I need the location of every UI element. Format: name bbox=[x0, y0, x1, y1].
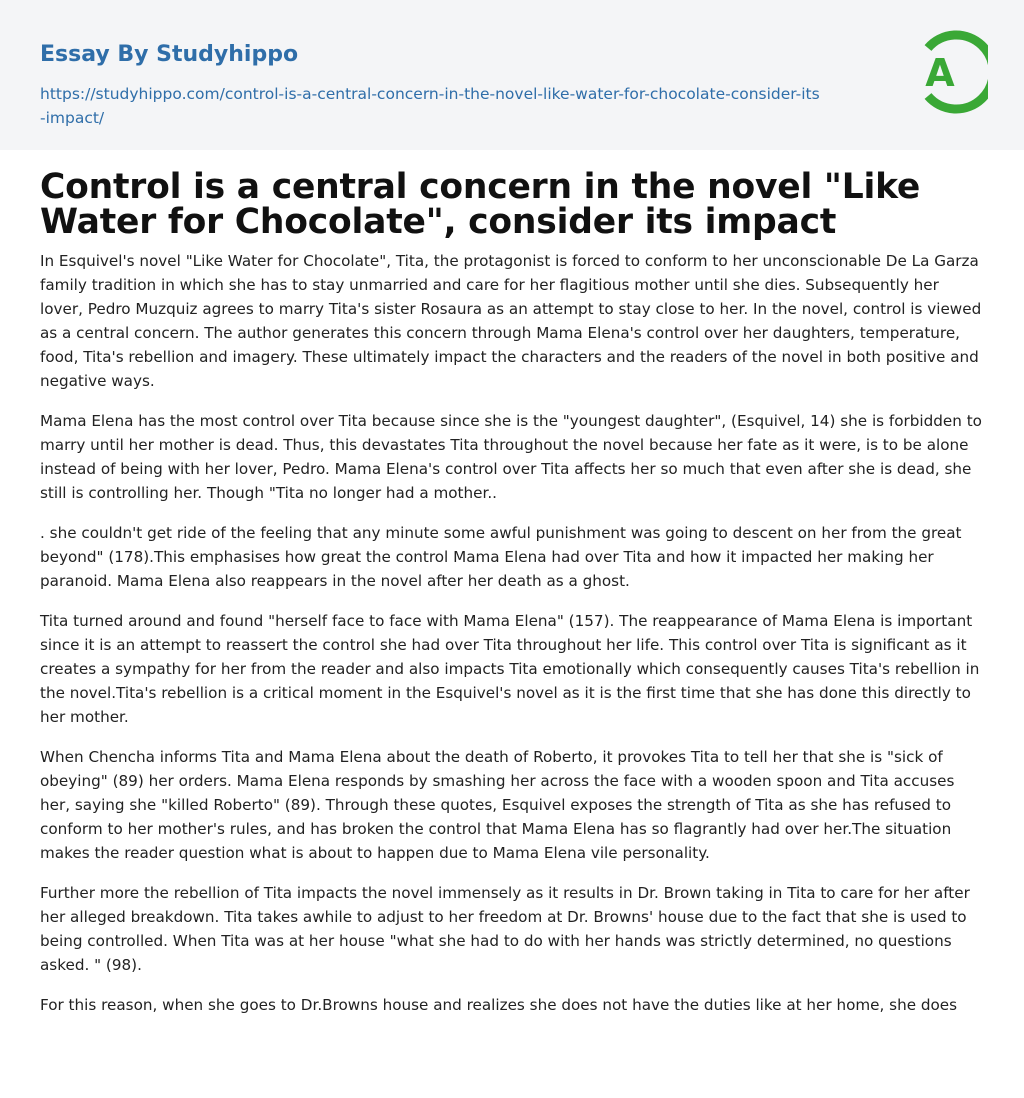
essay-url-link[interactable]: https://studyhippo.com/control-is-a-central-concern-in-the-novel-like-water-for-chocolate-consider-its-impact/ bbox=[40, 85, 820, 127]
essay-paragraph: When Chencha informs Tita and Mama Elena about the death of Roberto, it provokes Tita to tell her that she is "sick of obeying" (89) her orders. Mama Elena responds by smashing her across the face with a wooden spoon and Tita accuses her, saying she "killed Roberto" (89). Through these quotes, Esquivel exposes the strength of Tita as she has refused to conform to her mother's rules, and has broken the control that Mama Elena has so flagrantly had over her.The situation makes the reader question what is about to happen due to Mama Elena vile personality. bbox=[40, 748, 955, 862]
studyhippo-logo-icon[interactable] bbox=[906, 28, 988, 116]
essay-body bbox=[40, 249, 985, 1017]
essay-paragraph: Tita turned around and found "herself face to face with Mama Elena" (157). The reappearance of Mama Elena is important since it is an attempt to reassert the control she had over Tita throughout her life. This control over Tita is significant as it creates a sympathy for her from the reader and also impacts Tita emotionally which consequently causes Tita's rebellion in the novel.Tita's rebellion is a critical moment in the Esquivel's novel as it is the first time that she has done this directly to her mother. bbox=[40, 612, 980, 726]
essay-paragraph: For this reason, when she goes to Dr.Browns house and realizes she does not have the duties like at her home, she does bbox=[40, 996, 958, 1014]
logo-letter: A bbox=[925, 51, 955, 95]
article bbox=[40, 167, 985, 1033]
essay-title: Control is a central concern in the novel "Like Water for Chocolate", consider its impact bbox=[40, 167, 921, 242]
essay-paragraph: Mama Elena has the most control over Tita because since she is the "youngest daughter", (Esquivel, 14) she is forbidden to marry until her mother is dead. Thus, this devastates Tita throughout the novel because her fate as it were, is to be alone instead of being with her lover, Pedro. Mama Elena's control over Tita affects her so much that even after she is dead, she still is controlling her. Though "Tita no longer had a mother.. bbox=[40, 412, 982, 502]
essay-paragraph: In Esquivel's novel "Like Water for Chocolate", Tita, the protagonist is forced to conform to her unconscionable De La Garza family tradition in which she has to stay unmarried and care for her flagitious mother until she dies. Subsequently her lover, Pedro Muzquiz agrees to marry Tita's sister Rosaura as an attempt to stay close to her. In the novel, control is viewed as a central concern. The author generates this concern through Mama Elena's control over her daughters, temperature, food, Tita's rebellion and imagery. These ultimately impact the characters and the readers of the novel in both positive and negative ways. bbox=[40, 252, 982, 390]
site-brand[interactable]: Essay By Studyhippo bbox=[40, 42, 299, 67]
site-header bbox=[0, 0, 1024, 150]
essay-paragraph: . she couldn't get ride of the feeling that any minute some awful punishment was going to descent on her from the great beyond" (178).This emphasises how great the control Mama Elena had over Tita and how it impacted her making her paranoid. Mama Elena also reappears in the novel after her death as a ghost. bbox=[40, 524, 962, 590]
essay-paragraph: Further more the rebellion of Tita impacts the novel immensely as it results in Dr. Brown taking in Tita to care for her after her alleged breakdown. Tita takes awhile to adjust to her freedom at Dr. Browns' house due to the fact that she is used to being controlled. When Tita was at her house "what she had to do with her hands was strictly determined, no questions asked. " (98). bbox=[40, 884, 970, 974]
